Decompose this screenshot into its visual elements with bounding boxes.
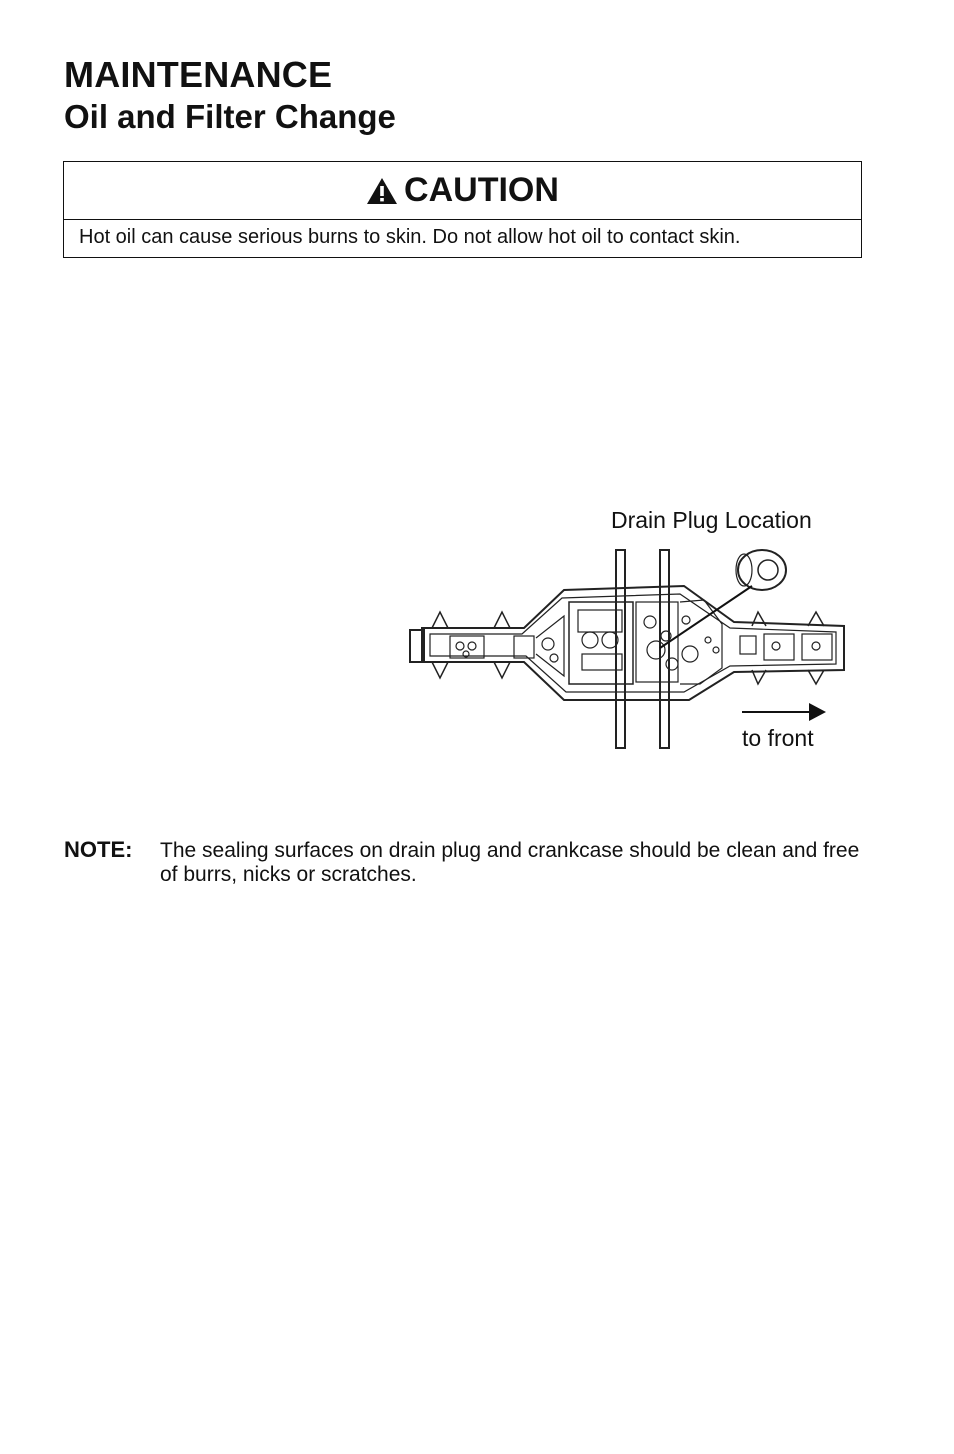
warning-triangle-icon [366, 177, 398, 205]
to-front-label: to front [742, 725, 814, 751]
section-title: MAINTENANCE [64, 54, 333, 95]
caution-text: Hot oil can cause serious burns to skin. Do not allow hot oil to contact skin. [79, 226, 741, 248]
caution-box [63, 161, 862, 258]
subsection-title: Oil and Filter Change [64, 98, 396, 135]
drain-plug-label: Drain Plug Location [611, 507, 812, 533]
caution-title: CAUTION [404, 171, 559, 209]
note-label: NOTE: [64, 837, 133, 862]
frame-diagram [404, 540, 854, 755]
caution-header [64, 162, 861, 220]
note-text: The sealing surfaces on drain plug and crankcase should be clean and free of burrs, nicks or scratches. [160, 839, 860, 886]
